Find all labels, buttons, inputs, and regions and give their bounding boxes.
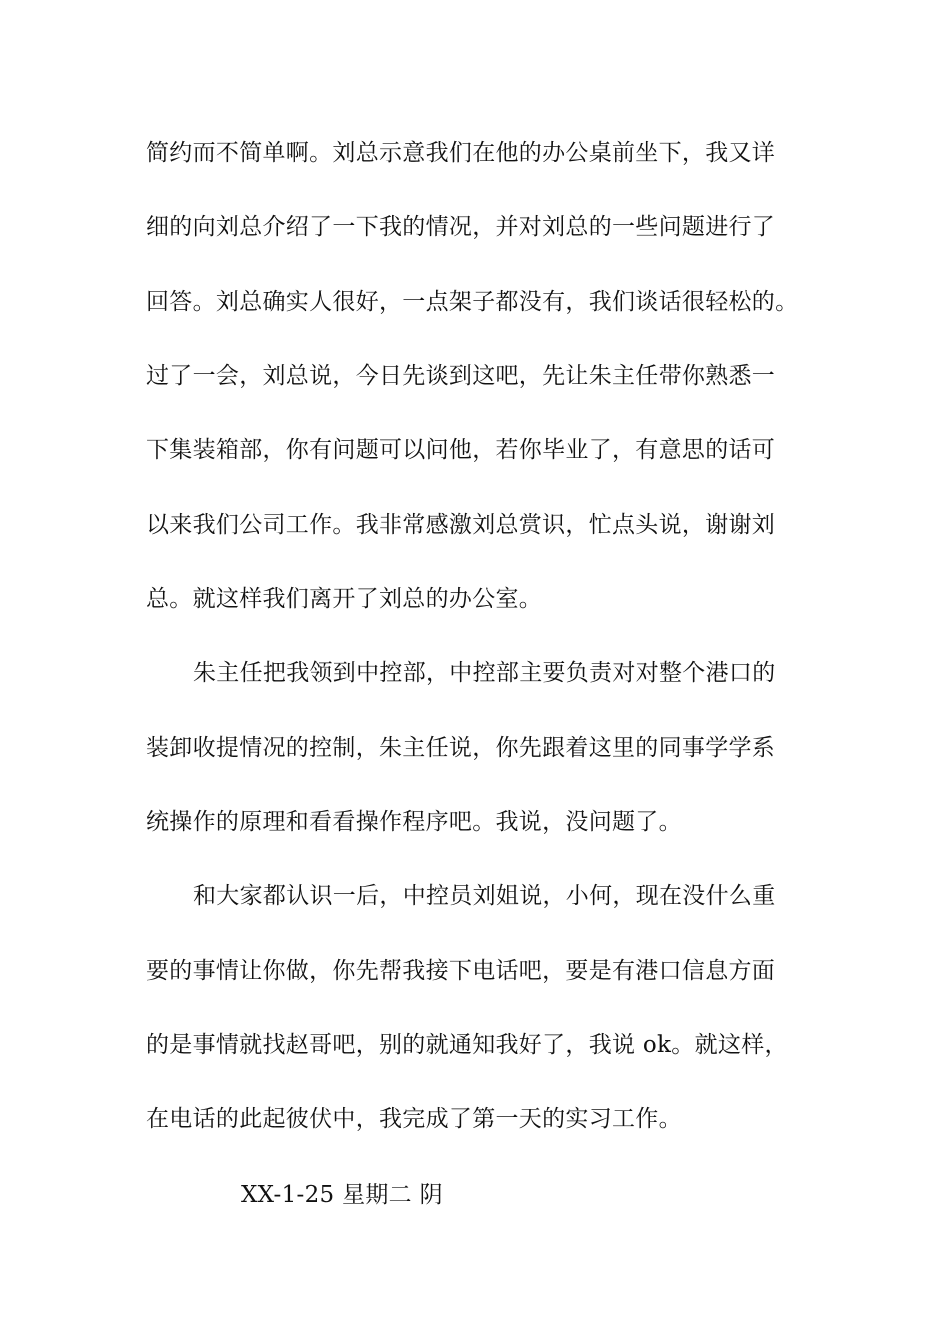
paragraph-3-line-2: 要的事情让你做，你先帮我接下电话吧，要是有港口信息方面	[146, 958, 776, 984]
paragraph-2-line-3: 统操作的原理和看看操作程序吧。我说，没问题了。	[146, 809, 682, 835]
paragraph-1-line-6: 以来我们公司工作。我非常感激刘总赏识，忙点头说，谢谢刘	[146, 512, 776, 538]
paragraph-1-line-1: 简约而不简单啊。刘总示意我们在他的办公桌前坐下，我又详	[146, 140, 776, 166]
paragraph-1-line-7: 总。就这样我们离开了刘总的办公室。	[146, 586, 543, 612]
paragraph-3-line-3: 的是事情就找赵哥吧，别的就通知我好了，我说 ok。就这样，	[146, 1032, 788, 1058]
paragraph-1-line-4: 过了一会，刘总说，今日先谈到这吧，先让朱主任带你熟悉一	[146, 363, 776, 389]
paragraph-1-line-2: 细的向刘总介绍了一下我的情况，并对刘总的一些问题进行了	[146, 214, 776, 240]
paragraph-2-line-2: 装卸收提情况的控制，朱主任说，你先跟着这里的同事学学系	[146, 735, 776, 761]
paragraph-1-line-3: 回答。刘总确实人很好，一点架子都没有，我们谈话很轻松的。	[146, 289, 799, 315]
paragraph-2-line-1: 朱主任把我领到中控部，中控部主要负责对对整个港口的	[193, 660, 776, 686]
paragraph-1-line-5: 下集装箱部，你有问题可以问他，若你毕业了，有意思的话可	[146, 437, 776, 463]
date-line: XX-1-25 星期二 阴	[241, 1182, 443, 1208]
paragraph-3-line-4: 在电话的此起彼伏中，我完成了第一天的实习工作。	[146, 1106, 682, 1132]
paragraph-3-line-1: 和大家都认识一后，中控员刘姐说，小何，现在没什么重	[193, 883, 776, 909]
